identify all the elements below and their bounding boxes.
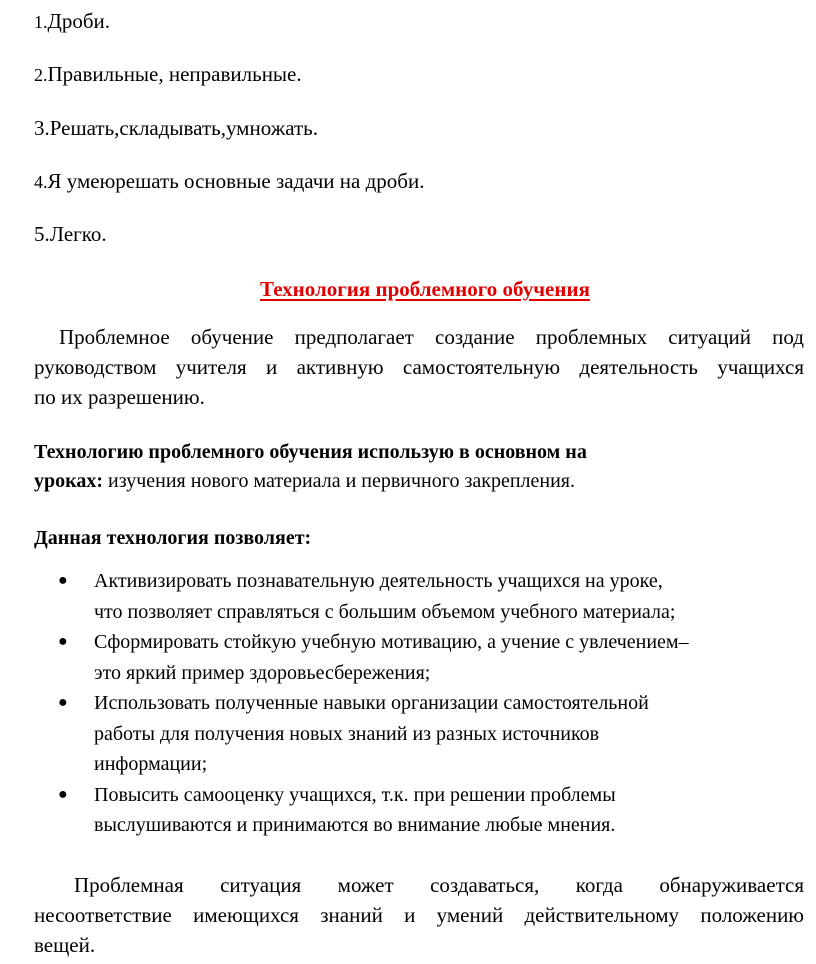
usage-bold-word: уроках: <box>34 470 104 492</box>
item-text: Дроби. <box>47 9 110 33</box>
list-item <box>58 566 798 627</box>
bullet-icon: ● <box>58 572 68 589</box>
paragraph-line: Проблемная ситуация может создаваться, когда обнаруживается <box>74 873 804 897</box>
list-item-line: работы для получения новых знаний из разных источников <box>94 722 600 745</box>
list-item <box>58 780 798 841</box>
allows-title: Данная технология позволяет: <box>34 527 312 549</box>
usage-rest: изучения нового материала и первичного закрепления. <box>103 470 575 492</box>
intro-paragraph <box>34 322 804 412</box>
list-item-line: что позволяет справляться с большим объемом учебного материала; <box>94 600 676 623</box>
list-item-line: Сформировать стойкую учебную мотивацию, а учение с увлечением– <box>94 631 689 653</box>
item-number: 2. <box>34 65 48 85</box>
item-number: 5. <box>34 222 50 246</box>
closing-paragraph <box>34 870 804 960</box>
paragraph-line: Проблемное обучение предполагает создание проблемных ситуаций под <box>59 325 804 349</box>
numbered-item <box>34 221 107 247</box>
item-number: 4. <box>34 172 48 192</box>
item-text: Легко. <box>49 222 107 246</box>
usage-paragraph <box>34 438 804 496</box>
list-item-line: выслушиваются и принимаются во внимание любые мнения. <box>94 814 616 836</box>
paragraph-line: вещей. <box>34 933 96 957</box>
paragraph-line: по их разрешению. <box>34 385 205 409</box>
item-text: Я умеюрешать основные задачи на дроби. <box>47 169 425 193</box>
list-item-line: Активизировать познавательную деятельность учащихся на уроке, <box>94 570 663 592</box>
usage-bold-line: Технологию проблемного обучения использую в основном на <box>34 441 587 463</box>
paragraph-line: несоответствие имеющихся знаний и умений действительному положению <box>34 903 804 927</box>
section-heading: Технология проблемного обучения <box>260 277 590 301</box>
list-item-line: информации; <box>94 753 208 775</box>
list-item-line: Использовать полученные навыки организации самостоятельной <box>94 692 649 714</box>
bullet-icon: ● <box>58 785 68 803</box>
item-text: Решать,складывать,умножать. <box>49 116 318 140</box>
item-number: 3. <box>34 116 50 140</box>
list-item-line: это яркий пример здоровьесбережения; <box>94 661 431 684</box>
list-item <box>58 688 798 780</box>
list-item-line: Повысить самооценку учащихся, т.к. при решении проблемы <box>94 783 616 806</box>
numbered-item <box>34 168 424 195</box>
benefits-list <box>58 566 798 841</box>
list-item <box>58 627 798 688</box>
paragraph-line: руководством учителя и активную самостоятельную деятельность учащихся <box>34 355 804 379</box>
bullet-icon: ● <box>58 633 68 650</box>
bullet-icon: ● <box>58 694 68 711</box>
numbered-item <box>34 115 318 141</box>
numbered-item <box>34 8 110 35</box>
item-text: Правильные, неправильные. <box>47 62 302 86</box>
item-number: 1. <box>34 12 48 32</box>
numbered-item <box>34 61 302 88</box>
